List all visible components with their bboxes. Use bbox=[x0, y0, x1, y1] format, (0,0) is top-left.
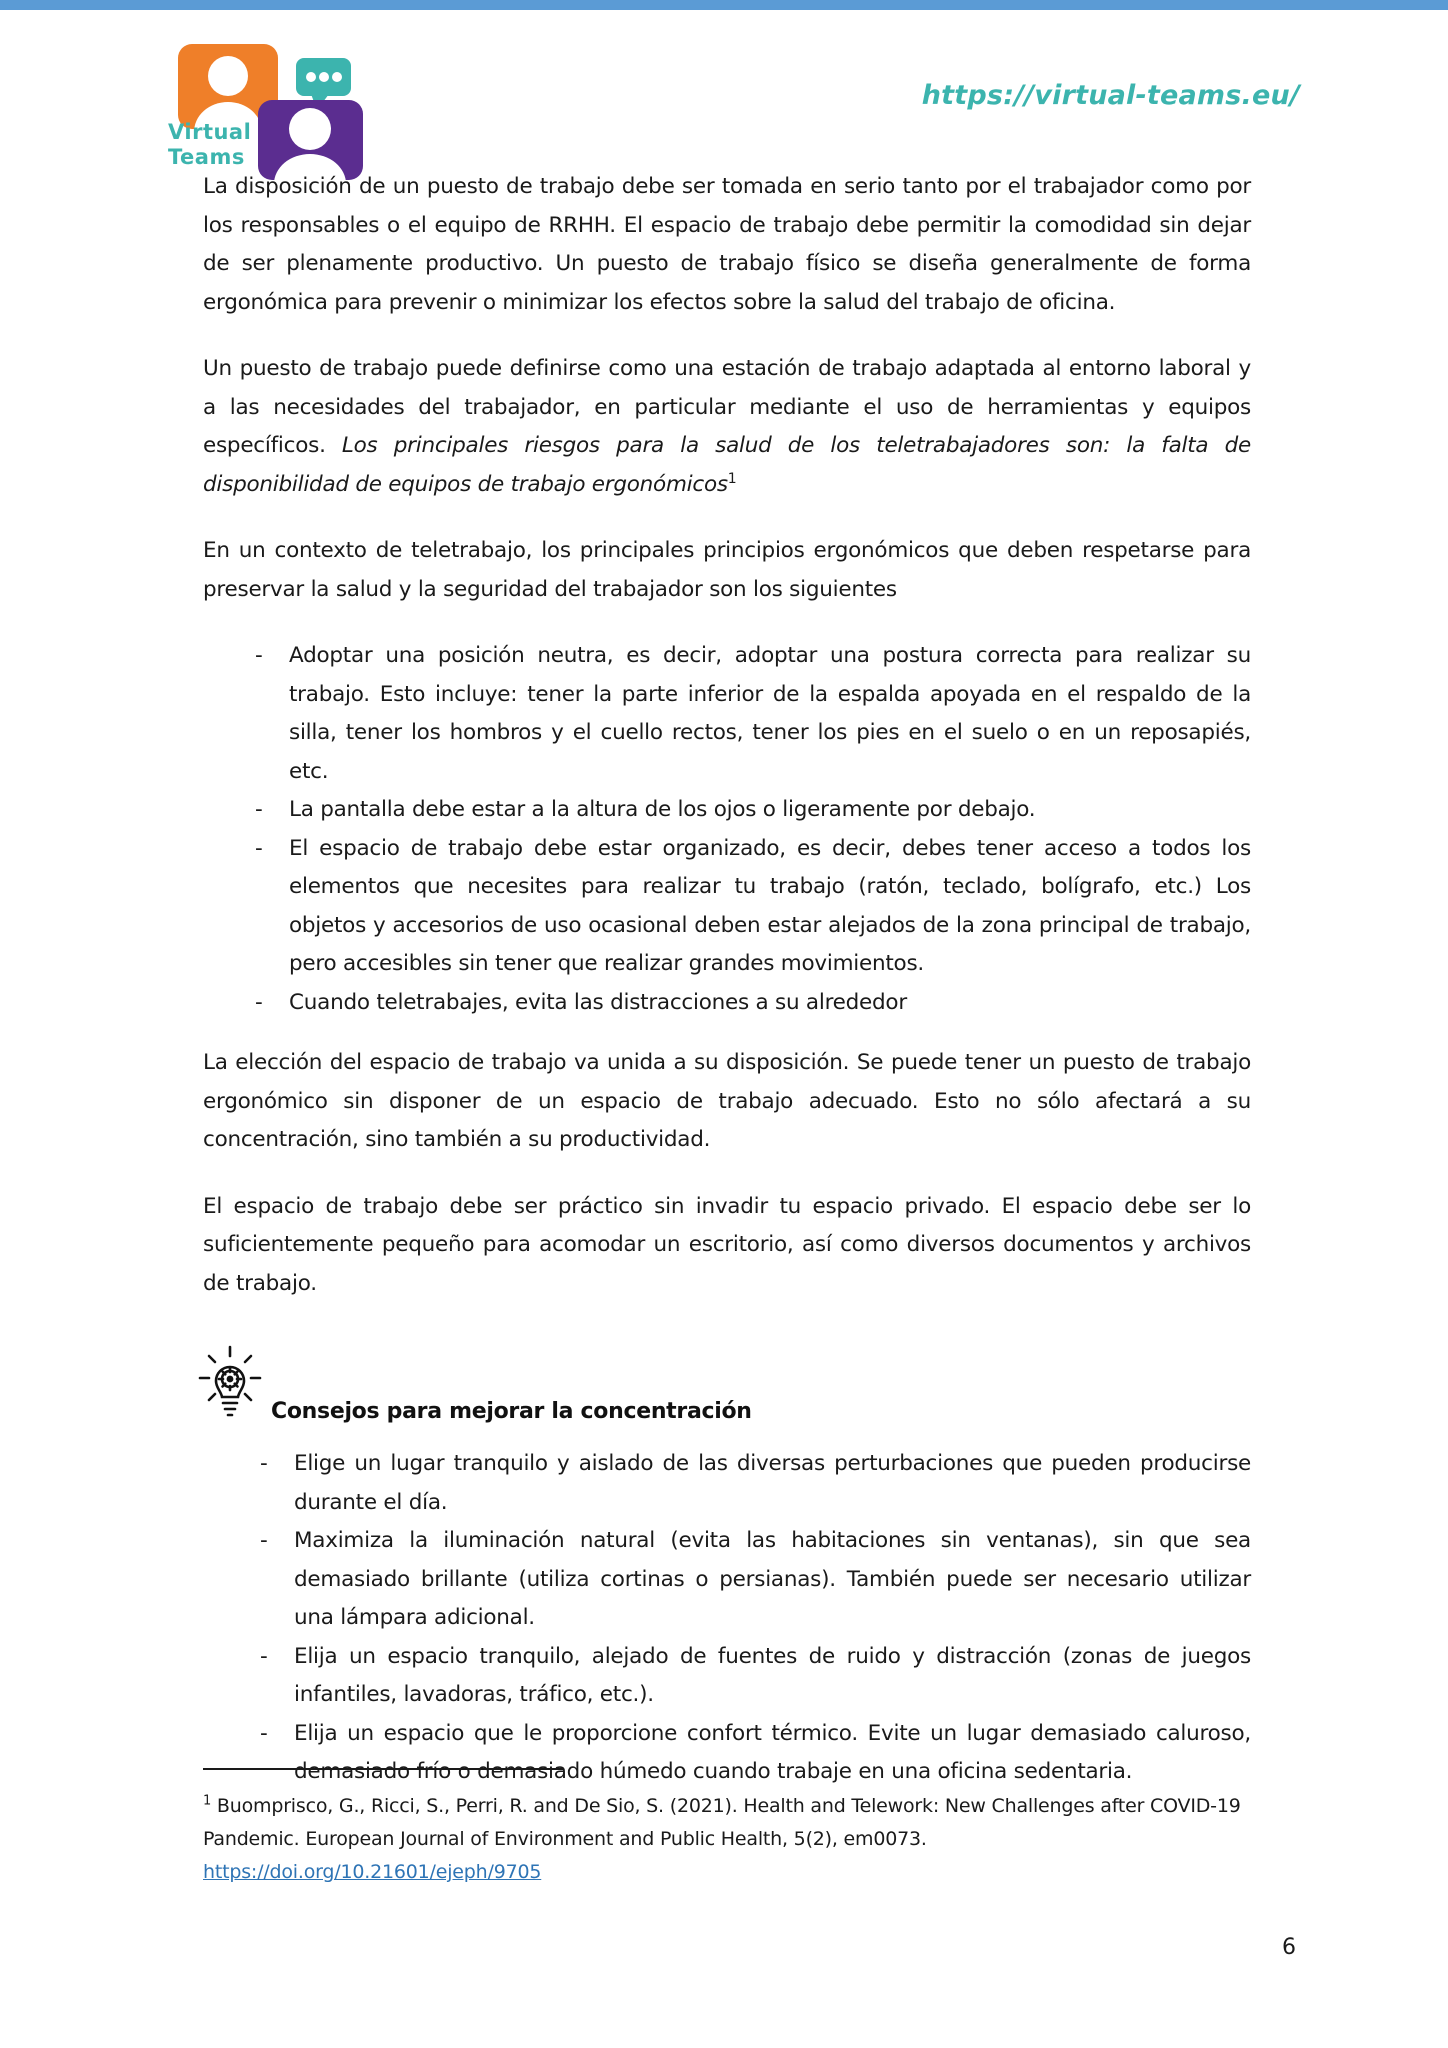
paragraph-2-italic: Los principales riesgos para la salud de los teletrabajadores son: la falta de disponibilidad de equipos de trabajo ergonómicos bbox=[203, 433, 1251, 497]
tips-heading-block bbox=[203, 1359, 1251, 1439]
lightbulb-idea-icon bbox=[197, 1345, 263, 1419]
paragraph-3: En un contexto de teletrabajo, los principales principios ergonómicos que deben respetarse para preservar la salud y la seguridad del trabajador son los siguientes bbox=[203, 538, 1251, 602]
footnote-citation bbox=[203, 1790, 1251, 1889]
tips-heading-text: Consejos para mejorar la concentración bbox=[271, 1399, 752, 1424]
paragraph-5: El espacio de trabajo debe ser práctico sin invadir tu espacio privado. El espacio debe ser lo suficientemente pequeño para acomodar un escritorio, así como diversos documentos y archivos de trabajo. bbox=[203, 1193, 1251, 1296]
footnote-citation-text: Buomprisco, G., Ricci, S., Perri, R. and De Sio, S. (2021). Health and Telework: New Challenges after COVID-19 Pandemic. European Journal of Environment and Public Health, 5(2), em0073. bbox=[203, 1795, 1241, 1850]
list-item: - Cuando teletrabajes, evita las distracciones a su alrededor bbox=[203, 984, 1251, 1023]
list-item: - Maximiza la iluminación natural (evita las habitaciones sin ventanas), sin que sea demasiado brillante (utiliza cortinas o persianas). También puede ser necesario utilizar una lámpara adicional. bbox=[203, 1522, 1251, 1638]
site-url[interactable]: https://virtual-teams.eu/ bbox=[921, 80, 1300, 111]
top-accent-bar bbox=[0, 0, 1448, 10]
page-header bbox=[0, 10, 1448, 180]
logo-wordmark-line2: Teams bbox=[168, 145, 245, 169]
logo-wordmark-line1: Virtual bbox=[168, 120, 252, 144]
tips-list bbox=[203, 1445, 1251, 1792]
footnote-marker: 1 bbox=[203, 1793, 212, 1809]
principles-list bbox=[203, 637, 1251, 1022]
paragraph-2 bbox=[203, 350, 1251, 504]
virtual-teams-logo bbox=[168, 32, 368, 180]
list-item: - Elige un lugar tranquilo y aislado de las diversas perturbaciones que pueden producirse durante el día. bbox=[203, 1445, 1251, 1522]
footnote-separator bbox=[203, 1768, 563, 1770]
list-item: - Adoptar una posición neutra, es decir, adoptar una postura correcta para realizar su trabajo. Esto incluye: tener la parte inferior de la espalda apoyada en el respaldo de la silla, tener los hombros y el cuello rectos, tener los pies en el suelo o en un reposapiés, etc. bbox=[203, 637, 1251, 791]
document-body bbox=[203, 168, 1251, 1814]
paragraph-4: La elección del espacio de trabajo va unida a su disposición. Se puede tener un puesto de trabajo ergonómico sin disponer de un espacio de trabajo adecuado. Esto no sólo afectará a su concentración, sino también a su productividad. bbox=[203, 1050, 1251, 1152]
list-item: - El espacio de trabajo debe estar organizado, es decir, debes tener acceso a todos los elementos que necesites para realizar tu trabajo (ratón, teclado, bolígrafo, etc.) Los objetos y accesorios de uso ocasional deben estar alejados de la zona principal de trabajo, pero accesibles sin tener que realizar grandes movimientos. bbox=[203, 830, 1251, 984]
footnote-section bbox=[203, 1768, 1251, 1889]
list-item: - La pantalla debe estar a la altura de los ojos o ligeramente por debajo. bbox=[203, 791, 1251, 830]
footnote-marker-inline: 1 bbox=[727, 470, 737, 487]
list-item: - Elija un espacio que le proporcione confort térmico. Evite un lugar demasiado caluroso, demasiado frío o demasiado húmedo cuando trabaje en una oficina sedentaria. bbox=[203, 1715, 1251, 1792]
footnote-doi-link[interactable]: https://doi.org/10.21601/ejeph/9705 bbox=[203, 1861, 542, 1883]
paragraph-2-roman: Un puesto de trabajo puede definirse como una estación de trabajo adaptada al entorno laboral y a las necesidades del trabajador, en particular mediante el uso de herramientas y equipos específicos. bbox=[203, 356, 1251, 458]
logo-wordmark bbox=[168, 120, 278, 170]
list-item: - Elija un espacio tranquilo, alejado de fuentes de ruido y distracción (zonas de juegos infantiles, lavadoras, tráfico, etc.). bbox=[203, 1638, 1251, 1715]
paragraph-1: La disposición de un puesto de trabajo debe ser tomada en serio tanto por el trabajador como por los responsables o el equipo de RRHH. El espacio de trabajo debe permitir la comodidad sin dejar de ser plenamente productivo. Un puesto de trabajo físico se diseña generalmente de forma ergonómica para prevenir o minimizar los efectos sobre la salud del trabajo de oficina. bbox=[203, 174, 1251, 315]
page-number: 6 bbox=[1282, 1935, 1296, 1960]
